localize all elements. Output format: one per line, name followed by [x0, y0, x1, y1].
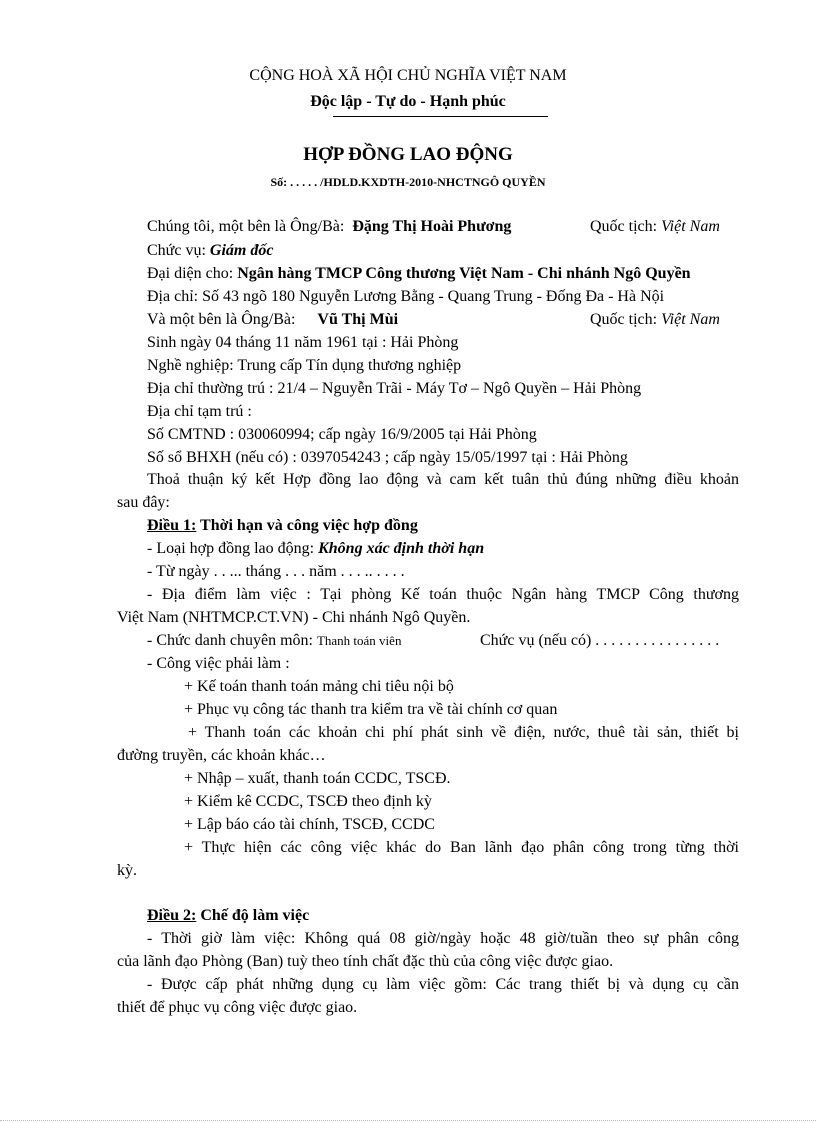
workplace-line-1: - Địa điểm làm việc : Tại phòng Kế toán thuộc Ngân hàng TMCP Công thương: [147, 586, 739, 603]
motto-underline: [333, 116, 548, 117]
party-a-position: [147, 241, 273, 261]
task-3-line-1: + Thanh toán các khoản chi phí phát sinh về điện, nước, thuê tài sản, thiết bị: [188, 724, 739, 741]
party-a-nationality-value: Việt Nam: [661, 218, 720, 235]
article-2-title: Chế độ làm việc: [196, 907, 310, 924]
task-7-line-1: + Thực hiện các công việc khác do Ban lãnh đạo phân công trong từng thời: [184, 839, 739, 856]
agreement-line-2: sau đây:: [117, 494, 170, 511]
document-number: Số: . . . . . /HDLD.KXDTH-2010-NHCTNGÔ QUYỀN: [270, 175, 546, 189]
party-b-occupation: Nghề nghiệp: Trung cấp Tín dụng thương nghiệp: [147, 357, 462, 374]
party-a-represent-value: Ngân hàng TMCP Công thương Việt Nam - Chi nhánh Ngô Quyền: [237, 265, 691, 282]
party-a-nationality-label: Quốc tịch:: [590, 218, 658, 235]
task-5: + Kiểm kê CCDC, TSCĐ theo định kỳ: [184, 793, 432, 810]
party-a-position-value: Giám đốc: [209, 242, 274, 259]
party-b-nationality: [590, 310, 720, 330]
nation-header: CỘNG HOÀ XÃ HỘI CHỦ NGHĨA VIỆT NAM: [249, 67, 567, 84]
task-4: + Nhập – xuất, thanh toán CCDC, TSCĐ.: [184, 770, 451, 787]
party-b-insurance: Số sổ BHXH (nếu có) : 0397054243 ; cấp ngày 15/05/1997 tại : Hải Phòng: [147, 449, 628, 466]
page-bottom-border: [0, 1120, 816, 1122]
party-b-intro-label: Và một bên là Ông/Bà:: [147, 311, 296, 328]
party-b-permanent-address: Địa chỉ thường trú : 21/4 – Nguyễn Trãi - Máy Tơ – Ngô Quyền – Hải Phòng: [147, 380, 642, 397]
equipment-line-2: thiết để phục vụ công việc được giao.: [117, 999, 358, 1016]
article-1-label: Điều 1:: [147, 517, 197, 534]
party-b-nationality-value: Việt Nam: [661, 311, 720, 328]
contract-type: [147, 539, 484, 559]
from-date: - Từ ngày . . ... tháng . . . năm . . . .. . . . .: [147, 563, 405, 580]
task-1: + Kế toán thanh toán mảng chi tiêu nội bộ: [184, 678, 454, 695]
contract-type-label: - Loại hợp đồng lao động:: [147, 540, 315, 557]
work-hours-line-2: của lãnh đạo Phòng (Ban) tuỳ theo tính chất đặc thù của công việc được giao.: [117, 953, 614, 970]
equipment-line-1: - Được cấp phát những dụng cụ làm việc gồm: Các trang thiết bị và dụng cụ cần: [147, 976, 739, 993]
document-title: HỢP ĐỒNG LAO ĐỘNG: [303, 144, 513, 165]
party-b-name: Vũ Thị Mùi: [317, 311, 399, 328]
party-a-nationality: [590, 217, 720, 237]
job-title: [147, 631, 401, 651]
party-a-position-label: Chức vụ:: [147, 242, 206, 259]
workplace-line-2: Việt Nam (NHTMCP.CT.VN) - Chi nhánh Ngô Quyền.: [117, 609, 471, 626]
contract-type-value: Không xác định thời hạn: [318, 540, 485, 557]
job-title-value: Thanh toán viên: [316, 633, 402, 648]
tasks-label: - Công việc phải làm :: [147, 655, 290, 672]
task-7-line-2: kỳ.: [117, 862, 137, 879]
party-a-intro: [147, 217, 511, 237]
motto: Độc lập - Tự do - Hạnh phúc: [310, 93, 506, 110]
job-title-label: - Chức danh chuyên môn:: [147, 632, 313, 649]
party-a-represent-label: Đại diện cho:: [147, 265, 234, 282]
party-b-birth: Sinh ngày 04 tháng 11 năm 1961 tại : Hải Phòng: [147, 334, 459, 351]
party-b-temporary-address: Địa chỉ tạm trú :: [147, 403, 252, 420]
party-b-intro: [147, 310, 398, 330]
job-position: Chức vụ (nếu có) . . . . . . . . . . . . . . . .: [480, 632, 720, 649]
party-a-address: Địa chỉ: Số 43 ngõ 180 Nguyễn Lương Bằng - Quang Trung - Đống Đa - Hà Nội: [147, 288, 665, 305]
party-b-nationality-label: Quốc tịch:: [590, 311, 658, 328]
task-3-line-2: đường truyền, các khoản khác…: [117, 747, 326, 764]
party-a-name: Đặng Thị Hoài Phương: [352, 218, 512, 235]
article-2-heading: [147, 906, 309, 926]
party-a-intro-label: Chúng tôi, một bên là Ông/Bà:: [147, 218, 345, 235]
work-hours-line-1: - Thời giờ làm việc: Không quá 08 giờ/ngày hoặc 48 giờ/tuần theo sự phân công: [147, 930, 739, 947]
article-1-heading: [147, 516, 418, 536]
article-2-label: Điều 2:: [147, 907, 197, 924]
task-6: + Lập báo cáo tài chính, TSCĐ, CCDC: [184, 816, 435, 833]
party-b-id-card: Số CMTND : 030060994; cấp ngày 16/9/2005 tại Hải Phòng: [147, 426, 537, 443]
party-a-represent: [147, 264, 691, 284]
article-1-title: Thời hạn và công việc hợp đồng: [196, 517, 418, 534]
agreement-line-1: Thoả thuận ký kết Hợp đồng lao động và cam kết tuân thủ đúng những điều khoản: [147, 471, 739, 488]
task-2: + Phục vụ công tác thanh tra kiểm tra về tài chính cơ quan: [184, 701, 558, 718]
